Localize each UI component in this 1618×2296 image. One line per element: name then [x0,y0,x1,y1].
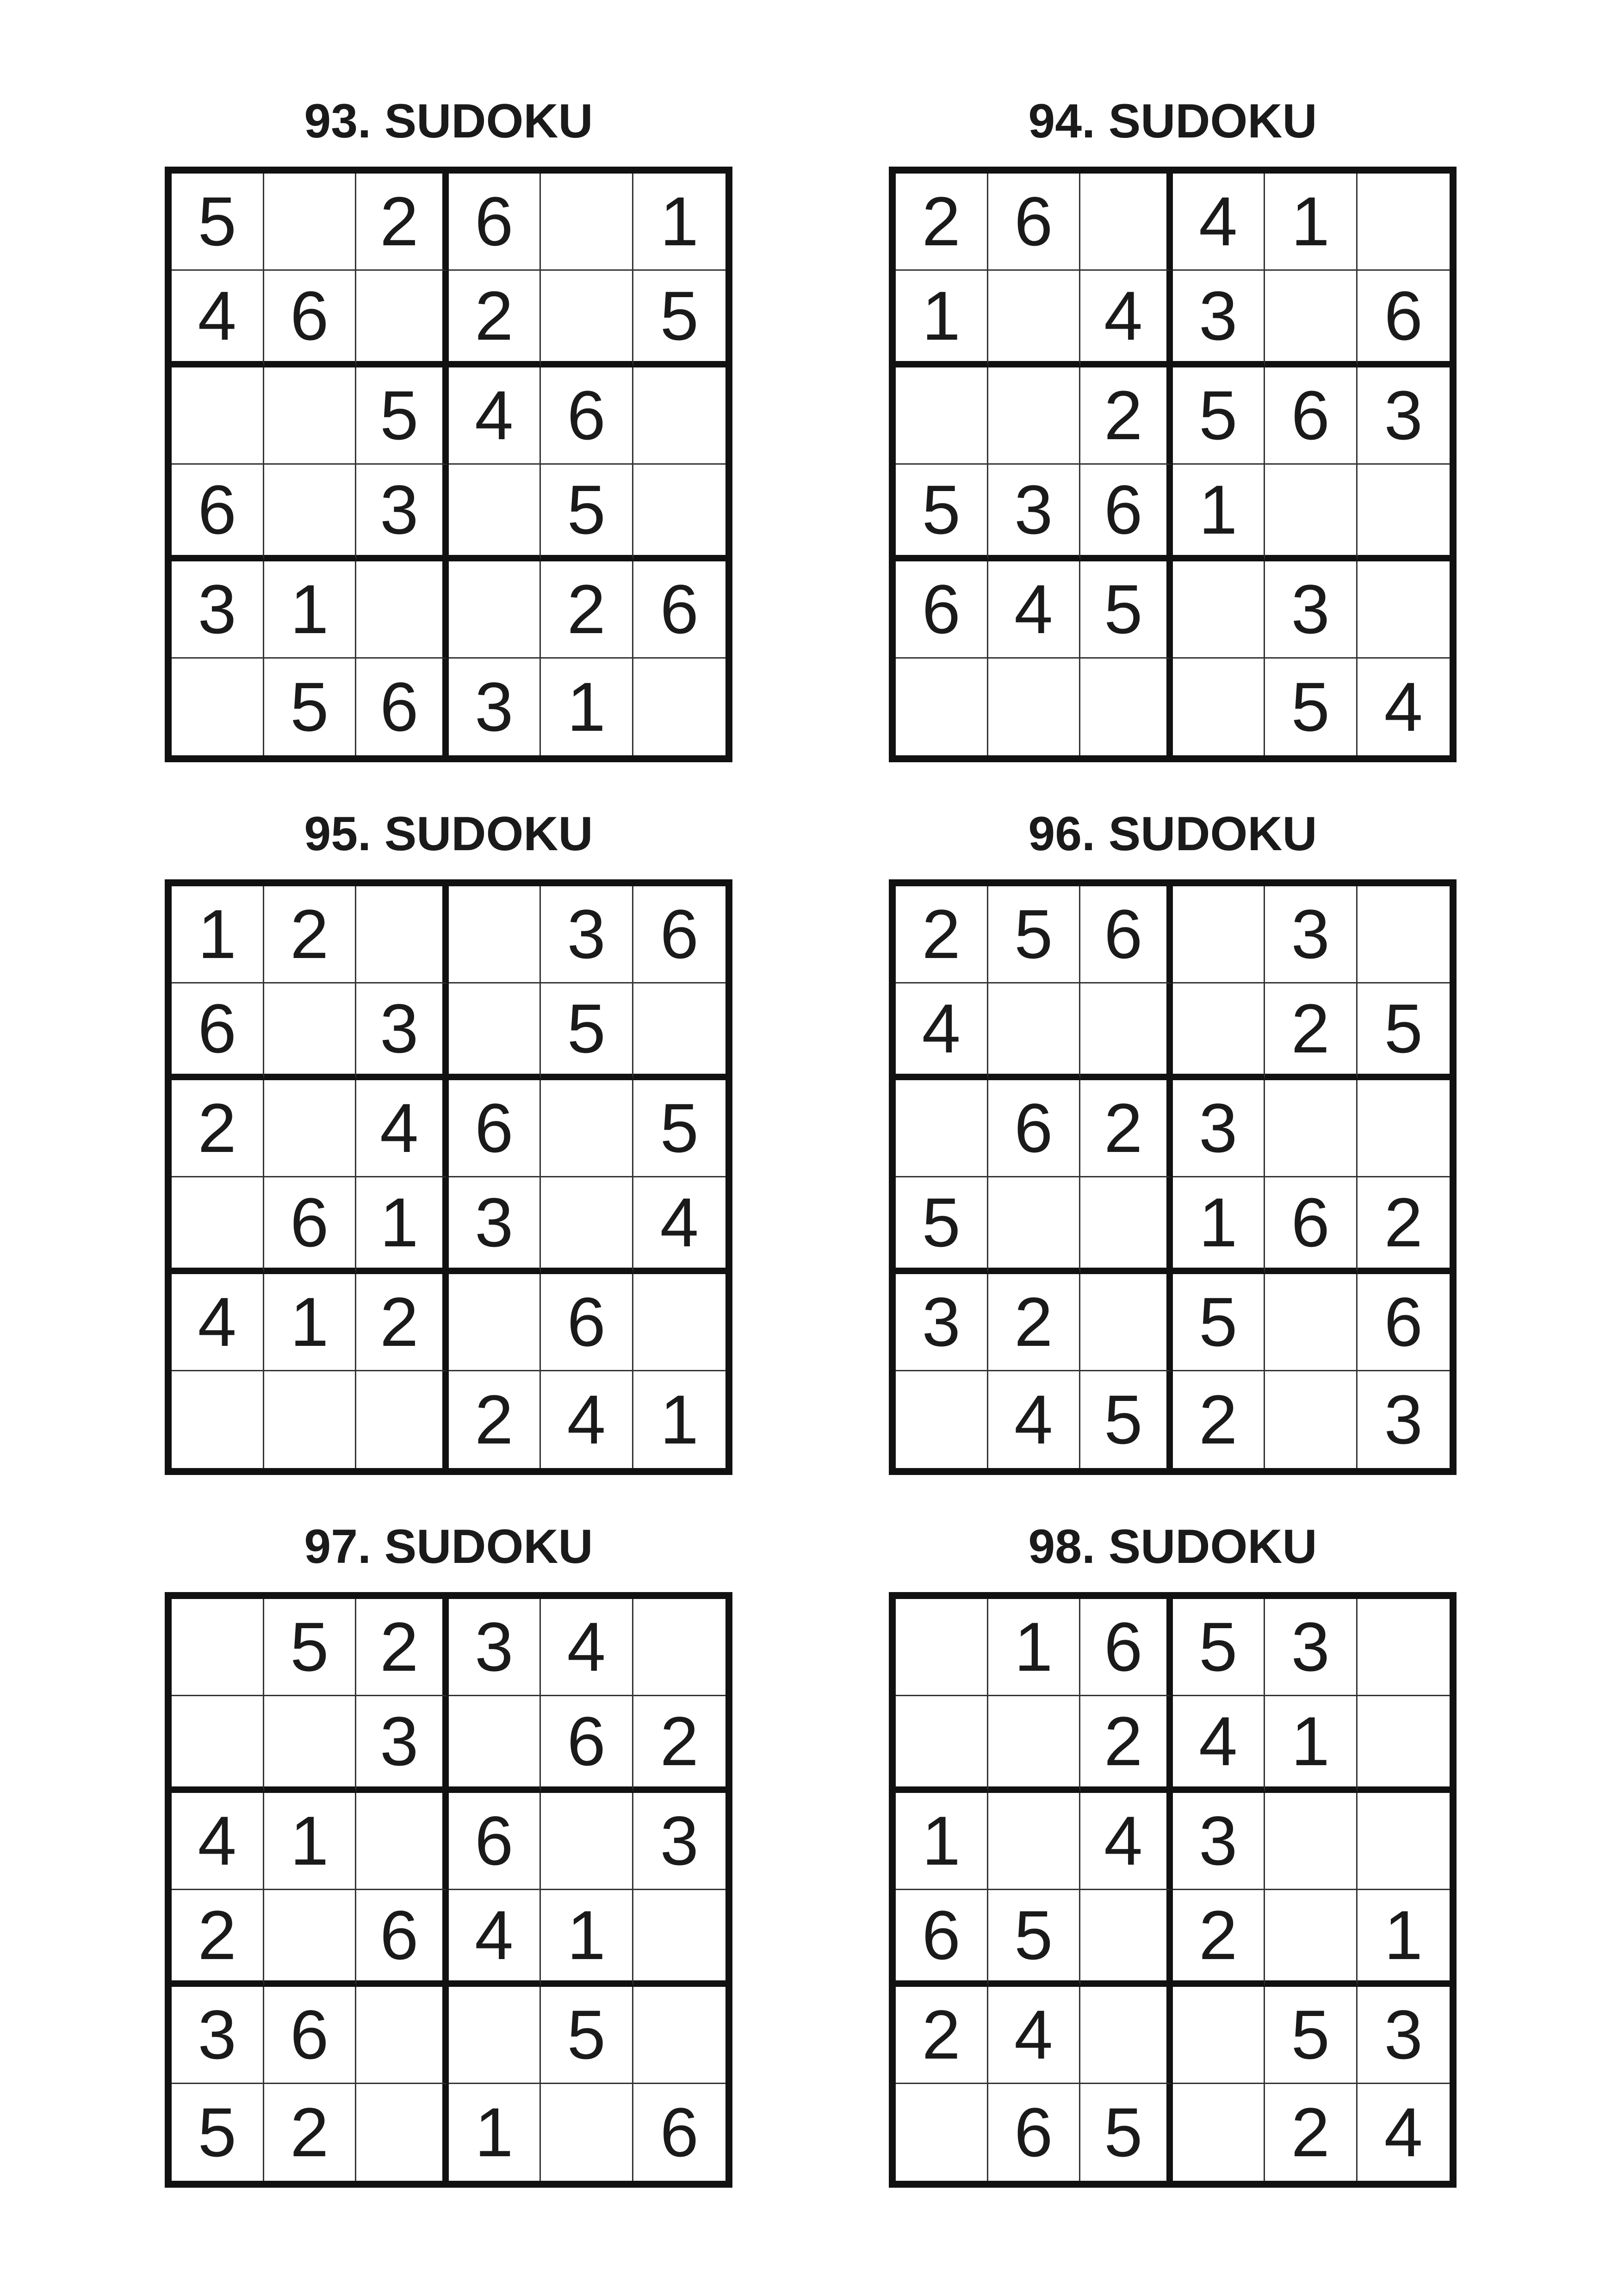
sudoku-cell: 5 [1265,659,1358,756]
puzzle-title: 96. SUDOKU [1028,807,1317,861]
puzzle-title: 94. SUDOKU [1028,94,1317,148]
sudoku-cell: 4 [1173,1696,1265,1793]
sudoku-cell [988,1177,1081,1275]
sudoku-cell: 5 [1080,561,1173,659]
sudoku-cell: 6 [896,561,988,659]
sudoku-cell [541,1080,633,1177]
sudoku-cell: 4 [988,1371,1081,1468]
sudoku-cell [264,1696,357,1793]
sudoku-cell: 4 [541,1371,633,1468]
sudoku-cell [1265,1890,1358,1987]
sudoku-puzzle-98 [889,1520,1457,2188]
sudoku-cell [633,465,726,562]
puzzle-title: 93. SUDOKU [304,94,593,148]
sudoku-cell [356,561,449,659]
sudoku-cell: 2 [633,1696,726,1793]
sudoku-cell: 1 [896,271,988,368]
sudoku-cell: 6 [449,174,541,271]
sudoku-cell: 1 [449,2084,541,2181]
sudoku-cell: 2 [1173,1890,1265,1987]
sudoku-grid [889,167,1457,762]
sudoku-cell: 6 [264,271,357,368]
sudoku-cell [1080,174,1173,271]
sudoku-cell [896,367,988,465]
sudoku-cell: 5 [633,1080,726,1177]
sudoku-cell: 4 [633,1177,726,1275]
sudoku-cell: 3 [541,886,633,983]
sudoku-cell [1173,2084,1265,2181]
sudoku-cell: 6 [172,983,264,1081]
sudoku-cell: 6 [449,1793,541,1890]
sudoku-grid [165,167,732,762]
sudoku-cell: 1 [660,1380,699,1458]
sudoku-cell: 5 [264,1599,357,1696]
sudoku-cell: 2 [1080,1696,1173,1793]
sudoku-cell: 2 [356,1599,449,1696]
sudoku-cell: 3 [172,561,264,659]
sudoku-cell: 5 [172,174,264,271]
sudoku-cell: 4 [988,561,1081,659]
sudoku-cell [1265,1371,1358,1468]
sudoku-cell [1358,174,1450,271]
sudoku-cell [1358,1599,1450,1696]
sudoku-cell [264,174,357,271]
sudoku-cell [541,2084,633,2181]
sudoku-cell [172,367,264,465]
sudoku-cell [1080,983,1173,1081]
sudoku-cell: 6 [264,1177,357,1275]
sudoku-cell [1265,1793,1358,1890]
sudoku-cell: 6 [172,465,264,562]
sudoku-cell [1080,1274,1173,1371]
sudoku-cell: 3 [1173,1793,1265,1890]
sudoku-cell [633,1987,726,2084]
sudoku-cell: 6 [1080,1599,1173,1696]
sudoku-cell: 3 [1265,1599,1358,1696]
sudoku-cell [264,367,357,465]
sudoku-cell [1173,659,1265,756]
sudoku-cell: 4 [1080,271,1173,368]
sudoku-grid [165,879,732,1475]
sudoku-cell: 3 [356,983,449,1081]
sudoku-cell [1265,271,1358,368]
sudoku-cell [449,1987,541,2084]
sudoku-grid [165,1592,732,2188]
sudoku-cell [449,886,541,983]
sudoku-cell: 2 [1358,1177,1450,1275]
sudoku-cell [172,1371,264,1468]
sudoku-cell [1080,1987,1173,2084]
sudoku-cell [1080,659,1173,756]
sudoku-cell [896,1371,988,1468]
sudoku-cell [633,1274,726,1371]
sudoku-puzzle-97 [165,1520,732,2188]
sudoku-cell [264,1890,357,1987]
sudoku-cell: 2 [449,271,541,368]
sudoku-cell: 5 [896,1177,988,1275]
sudoku-cell: 1 [633,174,726,271]
sudoku-cell [633,367,726,465]
sudoku-cell [264,1080,357,1177]
sudoku-cell: 2 [896,174,988,271]
sudoku-cell: 6 [264,1987,357,2084]
sudoku-cell: 1 [264,561,357,659]
sudoku-cell: 2 [172,1890,264,1987]
sudoku-cell: 3 [449,1599,541,1696]
sudoku-cell: 2 [1265,2084,1358,2181]
sudoku-puzzle-96 [889,807,1457,1475]
sudoku-cell [633,659,726,756]
sudoku-cell [1358,1696,1450,1793]
sudoku-cell: 5 [356,367,449,465]
sudoku-cell [264,983,357,1081]
sudoku-cell: 2 [356,174,449,271]
sudoku-cell [988,271,1081,368]
sudoku-cell: 6 [633,886,726,983]
sudoku-cell [541,271,633,368]
sudoku-cell [449,1696,541,1793]
sudoku-cell: 5 [1173,1599,1265,1696]
sudoku-cell: 6 [541,1696,633,1793]
sudoku-cell: 2 [1080,367,1173,465]
sudoku-cell: 4 [988,1987,1081,2084]
sudoku-cell [896,1696,988,1793]
sudoku-cell: 6 [1265,1177,1358,1275]
sudoku-cell: 3 [1358,367,1450,465]
sudoku-cell: 2 [1080,1080,1173,1177]
sudoku-cell: 6 [633,561,726,659]
sudoku-puzzle-94 [889,94,1457,762]
sudoku-cell: 5 [541,1987,633,2084]
sudoku-cell: 5 [1173,1274,1265,1371]
sudoku-cell [1358,886,1450,983]
sudoku-cell: 6 [356,659,449,756]
sudoku-cell [172,1177,264,1275]
sudoku-cell: 6 [541,1274,633,1371]
sudoku-cell: 3 [356,465,449,562]
sudoku-cell: 6 [356,1890,449,1987]
sudoku-cell [988,659,1081,756]
sudoku-cell [1358,1080,1450,1177]
sudoku-cell [1265,465,1358,562]
sudoku-cell: 6 [896,1890,988,1987]
sudoku-cell [541,1793,633,1890]
sudoku-cell: 4 [1080,1793,1173,1890]
sudoku-cell: 5 [541,983,633,1081]
sudoku-cell: 1 [541,1890,633,1987]
sudoku-cell: 1 [1358,1890,1450,1987]
sudoku-cell: 6 [1080,465,1173,562]
sudoku-cell: 2 [1173,1371,1265,1468]
sudoku-cell: 1 [1265,1696,1358,1793]
sudoku-cell: 1 [264,1274,357,1371]
sudoku-cell: 4 [541,1599,633,1696]
sudoku-cell [449,1274,541,1371]
sudoku-cell [896,1599,988,1696]
sudoku-cell: 1 [1173,1177,1265,1275]
sudoku-cell [896,1080,988,1177]
sudoku-cell: 1 [172,886,264,983]
sudoku-cell: 6 [1265,367,1358,465]
sudoku-cell: 4 [172,1274,264,1371]
sudoku-cell: 4 [172,271,264,368]
sudoku-cell [449,465,541,562]
sudoku-cell: 4 [1173,174,1265,271]
sudoku-cell: 2 [449,1371,541,1468]
sudoku-cell: 3 [1384,1380,1423,1458]
sudoku-cell: 3 [172,1987,264,2084]
sudoku-cell: 3 [449,1177,541,1275]
sudoku-cell: 1 [896,1793,988,1890]
sudoku-cell: 5 [172,2084,264,2181]
sudoku-cell: 4 [172,1793,264,1890]
sudoku-cell: 6 [1080,886,1173,983]
sudoku-cell [449,561,541,659]
sudoku-cell: 2 [356,1274,449,1371]
sudoku-cell: 6 [541,367,633,465]
sudoku-cell: 2 [264,886,357,983]
sudoku-cell: 3 [1265,886,1358,983]
sudoku-cell: 5 [1080,2084,1173,2181]
sudoku-cell: 4 [449,1890,541,1987]
sudoku-cell: 6 [988,2084,1081,2181]
sudoku-cell: 3 [1173,1080,1265,1177]
sudoku-cell [896,659,988,756]
sudoku-cell [356,1793,449,1890]
sudoku-cell [264,465,357,562]
sudoku-cell: 5 [541,465,633,562]
sudoku-cell [1358,1793,1450,1890]
sudoku-cell: 4 [1384,667,1423,746]
sudoku-cell: 6 [988,174,1081,271]
sudoku-cell: 2 [896,1987,988,2084]
puzzle-title: 95. SUDOKU [304,807,593,861]
sudoku-cell [356,886,449,983]
sudoku-cell: 4 [1384,2093,1423,2171]
puzzle-title: 98. SUDOKU [1028,1520,1317,1574]
sudoku-cell: 6 [660,2093,699,2171]
sudoku-cell: 6 [1358,271,1450,368]
sudoku-cell: 3 [449,659,541,756]
sudoku-cell [1358,561,1450,659]
sudoku-cell: 1 [988,1599,1081,1696]
sudoku-cell: 3 [356,1696,449,1793]
sudoku-cell: 3 [1265,561,1358,659]
sudoku-cell: 6 [988,1080,1081,1177]
sudoku-cell: 2 [264,2084,357,2181]
sudoku-cell: 1 [356,1177,449,1275]
puzzle-title: 97. SUDOKU [304,1520,593,1574]
sudoku-cell: 5 [896,465,988,562]
sudoku-cell [449,983,541,1081]
sudoku-cell: 3 [1358,1987,1450,2084]
sudoku-cell: 2 [988,1274,1081,1371]
sudoku-cell [633,1599,726,1696]
sudoku-cell [1173,1987,1265,2084]
sudoku-cell: 1 [1265,174,1358,271]
sudoku-cell: 3 [988,465,1081,562]
sudoku-cell [1173,983,1265,1081]
sudoku-cell [356,2084,449,2181]
sudoku-cell: 1 [264,1793,357,1890]
sudoku-cell [1080,1177,1173,1275]
sudoku-cell [356,271,449,368]
sudoku-cell [172,1599,264,1696]
sudoku-cell [1265,1274,1358,1371]
sudoku-cell [1080,1890,1173,1987]
sudoku-cell: 1 [1173,465,1265,562]
sudoku-puzzle-95 [165,807,732,1475]
sudoku-cell [633,1890,726,1987]
sudoku-grid [889,1592,1457,2188]
sudoku-cell: 2 [896,886,988,983]
sudoku-cell: 5 [1265,1987,1358,2084]
sudoku-cell: 5 [988,886,1081,983]
sudoku-cell [988,1793,1081,1890]
sudoku-cell: 3 [1173,271,1265,368]
sudoku-cell: 5 [988,1890,1081,1987]
sudoku-cell: 2 [172,1080,264,1177]
sudoku-cell [1358,465,1450,562]
sudoku-cell [1173,886,1265,983]
sudoku-cell [988,983,1081,1081]
sudoku-cell [896,2084,988,2181]
sudoku-cell: 6 [449,1080,541,1177]
sudoku-cell: 4 [449,367,541,465]
sudoku-cell: 4 [356,1080,449,1177]
sudoku-cell: 2 [1265,983,1358,1081]
sudoku-cell [1173,561,1265,659]
sudoku-cell: 5 [633,271,726,368]
sudoku-cell [172,659,264,756]
sudoku-cell [264,1371,357,1468]
sudoku-cell: 5 [1173,367,1265,465]
sudoku-cell [633,983,726,1081]
sudoku-cell: 5 [1080,1371,1173,1468]
sudoku-cell: 2 [541,561,633,659]
sudoku-cell: 1 [541,659,633,756]
sudoku-cell [988,1696,1081,1793]
sudoku-cell [356,1371,449,1468]
sudoku-cell: 5 [1358,983,1450,1081]
sudoku-cell [541,1177,633,1275]
sudoku-cell [988,367,1081,465]
sudoku-puzzle-93 [165,94,732,762]
sudoku-cell: 6 [1358,1274,1450,1371]
sudoku-grid [889,879,1457,1475]
sudoku-cell: 3 [633,1793,726,1890]
sudoku-cell [356,1987,449,2084]
sudoku-cell [541,174,633,271]
sudoku-cell: 4 [896,983,988,1081]
sudoku-cell [1265,1080,1358,1177]
sudoku-cell: 3 [896,1274,988,1371]
sudoku-cell [172,1696,264,1793]
sudoku-cell: 5 [264,659,357,756]
